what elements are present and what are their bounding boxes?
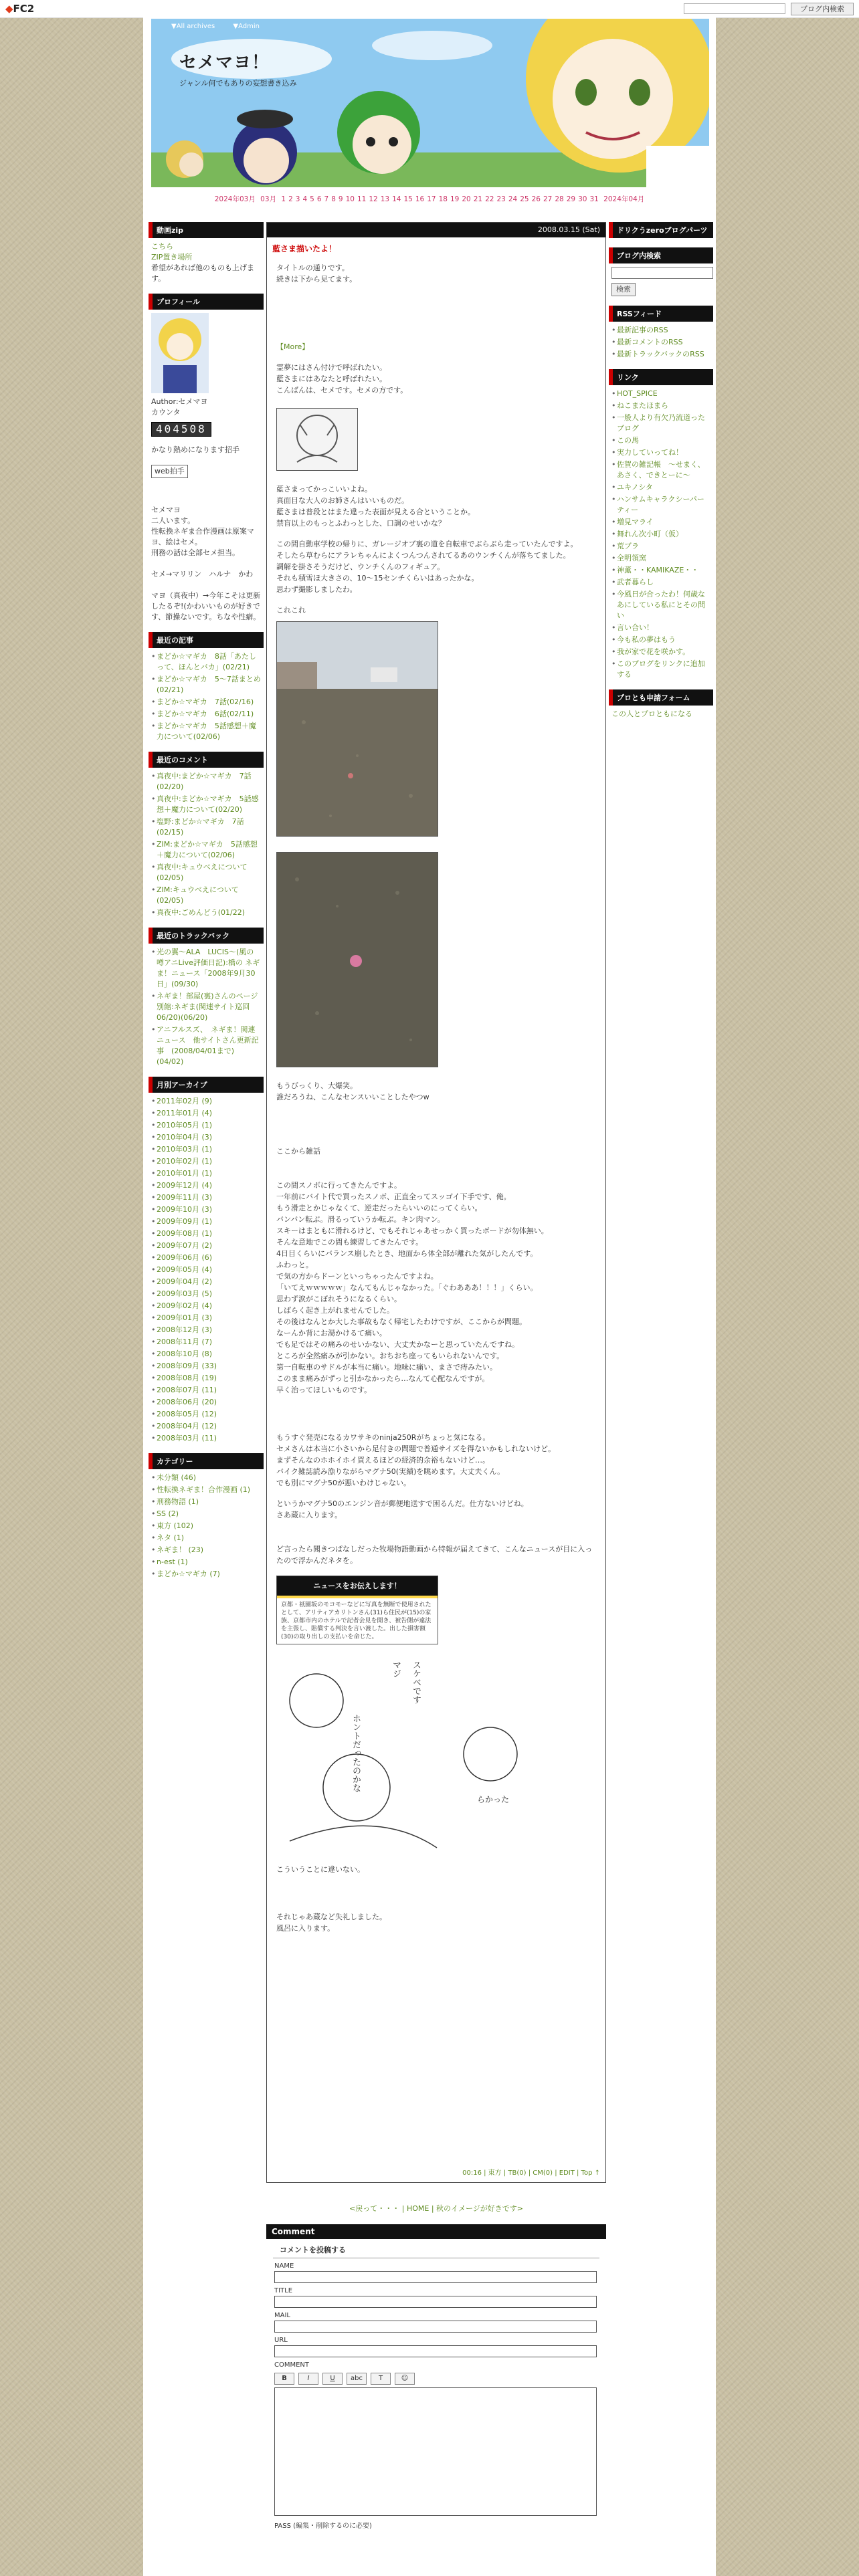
rss-title: RSSフィード: [609, 306, 713, 322]
entry-paragraph: ここから雑話: [276, 1147, 320, 1156]
recent-trackbacks-box: [149, 928, 264, 1067]
recent-trackbacks-title: 最近のトラックバック: [149, 928, 264, 944]
list-item[interactable]: • 東方 (102): [151, 1521, 261, 1531]
calendar-day[interactable]: 3: [295, 195, 300, 203]
list-item[interactable]: • 2009年02月 (4): [151, 1301, 261, 1311]
calendar-day[interactable]: 31: [589, 195, 599, 203]
list-item[interactable]: • ネギま！ (23): [151, 1545, 261, 1555]
entry-paragraph: もうびっくり、大爆笑。 誰だろうね、こんなセンスいいことしたやつw: [276, 1081, 430, 1101]
list-item[interactable]: • まどか☆マギカ 5〜7話まとめ(02/21): [151, 674, 261, 695]
sketch-text: マジ: [391, 1660, 401, 1678]
italic-button[interactable]: I: [298, 2373, 318, 2385]
calendar-day[interactable]: 2: [288, 195, 293, 203]
list-item[interactable]: • 2010年01月 (1): [151, 1168, 261, 1179]
list-item[interactable]: • 2009年06月 (6): [151, 1253, 261, 1263]
mail-label: MAIL: [274, 2312, 290, 2319]
entry-paragraph: この間スノボに行ってきたんですよ。 一年前にバイト代で買ったスノボ、正直全ってスッゴイ下手です、俺。 もう滑走とかじゃなくて、逆走だったらいいのにってくらい。 バンバン転ぶ。滑るっていうか転ぶ。キン肉マン。 スキーはまともに滑れるけど、でもそれじゃあせっかく買ったボードが勿体無い。 そんな意地でこの間も練習してきたんです。 4日目くらいにバランス崩したとき、地面から体全部が離れた気がしたんです。 ふわっと。 で気の方からドーンといっちゃったんですよね。 「いてえｗｗｗｗｗ」なんてもんじゃなかった。「ぐわあああ！！！」くらい。 思わず涙がこぼれそうになるくらい。 しばらく起き上がれませんでした。 その後はなんとか大した事故もなく帰宅したわけですが、ここからが問題。 なーんか背にお湯かけるて痛い。 でも足ではその痛みのせいかない、大丈夫かなーと思っていたんですね。 ところが全然痛みが引かない。おちおち座ってもいられないんです。 第一自転車のサドルが本当に痛い。地味に痛い、まさで痔みたい。 このまま痛みがずっと引かなかったら…なんて心配なんですが。 早く治ってほしいものです。: [276, 1181, 549, 1394]
list-item[interactable]: • このブログをリンクに追加する: [611, 659, 710, 680]
comment-label: COMMENT: [274, 2361, 310, 2369]
blog-parts-box: [609, 222, 713, 238]
underline-button[interactable]: U: [322, 2373, 343, 2385]
list-item[interactable]: • 2011年02月 (9): [151, 1096, 261, 1107]
search-box: [609, 247, 713, 296]
url-label: URL: [274, 2337, 288, 2344]
bio-line: セメ→マリリン ハルナ かわ: [151, 570, 254, 578]
archives-box: [149, 1077, 264, 1444]
admin-link[interactable]: ▼Admin: [233, 23, 260, 30]
bio-line: [151, 558, 261, 569]
blog-parts-title: ドリクうzeroブログパーツ: [609, 222, 713, 238]
calendar-day[interactable]: 8: [331, 195, 336, 203]
calendar-day[interactable]: 30: [578, 195, 587, 203]
calendar-day[interactable]: 28: [555, 195, 564, 203]
list-item[interactable]: • ハンサムキャラクシーパーティー: [611, 494, 710, 516]
list-item[interactable]: • 荒ブラ: [611, 541, 710, 552]
list-item[interactable]: • 我が家で花を咲かす。: [611, 647, 710, 657]
calendar-day[interactable]: 16: [415, 195, 425, 203]
calendar-day[interactable]: 21: [473, 195, 483, 203]
blog-search-button[interactable]: ブログ内検索: [791, 3, 854, 15]
left-sidebar: [149, 222, 264, 1589]
calendar-next-month[interactable]: 2024年04月: [603, 195, 645, 203]
list-item[interactable]: • 塩野:まどか☆マギカ 7話(02/15): [151, 817, 261, 838]
calendar-prev-month[interactable]: 2024年03月: [214, 195, 256, 203]
list-item[interactable]: • ユキノシタ: [611, 482, 710, 493]
more-link[interactable]: 【More】: [276, 342, 310, 351]
links-list: [611, 389, 710, 680]
categories-title: カテゴリー: [149, 1453, 264, 1469]
list-item[interactable]: • 武者暮らし: [611, 577, 710, 588]
sketch-thumbnail[interactable]: [276, 408, 358, 471]
emoji-button[interactable]: ☺: [395, 2373, 415, 2385]
pass-label: PASS (編集・削除するのに必要): [274, 2523, 372, 2530]
calendar-day[interactable]: 7: [324, 195, 329, 203]
rss-box: [609, 306, 713, 360]
news-text: 京都・祇園坂のモコモーなどに写真を無断で使用されたとして、アリティアカリトンさん(31)ら住民が(15)の家族、京都市内のホテルで記者会見を開き、被告側が違法を主張し、賠償する判決を言い渡した。出した損害額(30)の取り出しの支払いを命じた。: [281, 1602, 432, 1640]
list-item[interactable]: • 2010年04月 (3): [151, 1132, 261, 1143]
entry-paragraph: この間自動車学校の帰りに、ガレージオブ裏の道を自転車でぶらぶら走っていたんですよ。 そしたら草むらにアラレちゃんによくつんつんされてるあのウンチくんが落ちてました。 調解を掛さそうだけど、ウンチくんのフィギュア。 それも積雪ほ大きさの、10〜15センチくらいはあったかな。 思わず撮影しましたわ。: [276, 540, 578, 594]
page-navigation[interactable]: <戻って・・・ | HOME | 秋のイメージが好きです>: [349, 2204, 523, 2213]
list-item[interactable]: • まどか☆マギカ 7話(02/16): [151, 697, 261, 708]
photo-caption: これこれ: [276, 606, 306, 615]
calendar-day[interactable]: 10: [345, 195, 355, 203]
list-item[interactable]: • 佐賀の雑記帳 〜せまく、あさく、できとーに〜: [611, 459, 710, 481]
list-item[interactable]: • ZIM:キュウべえについて(02/05): [151, 885, 261, 906]
recent-trackbacks-list: [151, 947, 261, 1067]
calendar-day[interactable]: 18: [438, 195, 448, 203]
list-item[interactable]: • この馬: [611, 435, 710, 446]
calendar-day[interactable]: 19: [450, 195, 460, 203]
fc2-toolbar: [0, 0, 859, 18]
list-item[interactable]: • 2009年12月 (4): [151, 1180, 261, 1191]
profile-counter-label: カウンタ: [151, 408, 181, 417]
list-item[interactable]: • 刑務物語 (1): [151, 1497, 261, 1507]
list-item[interactable]: • 神薫・・KAMIKAZE・・: [611, 565, 710, 576]
photo-field-closeup[interactable]: [276, 852, 438, 1067]
doga-box: [149, 222, 264, 284]
title-label: TITLE: [274, 2287, 293, 2294]
list-item[interactable]: • 2011年01月 (4): [151, 1108, 261, 1119]
profile-avatar: [151, 313, 209, 393]
calendar-days: [280, 195, 599, 203]
list-item[interactable]: • 2008年04月 (12): [151, 1421, 261, 1432]
list-item[interactable]: • 実力していってね！: [611, 447, 710, 458]
entry-paragraph: 霊夢にはさん付けで呼ばれたい。 藍さまにはあなたと呼ばれたい。 こんばんは、セメです。セメの方です。: [276, 363, 408, 395]
list-item[interactable]: • 2008年10月 (8): [151, 1349, 261, 1360]
right-sidebar: [609, 222, 713, 729]
sketch-text: ホントだったのかな: [351, 1714, 361, 1792]
profile-title: プロフィール: [149, 294, 264, 310]
banner-illustration: [151, 19, 709, 187]
categories-list: [151, 1473, 261, 1580]
list-item[interactable]: • 2009年11月 (3): [151, 1192, 261, 1203]
list-item[interactable]: • 2010年05月 (1): [151, 1120, 261, 1131]
list-item[interactable]: • 最新コメントのRSS: [611, 337, 710, 348]
archives-title: 月別アーカイブ: [149, 1077, 264, 1093]
list-item[interactable]: • SS (2): [151, 1509, 261, 1519]
bio-line: 刑務の話は全部セメ担当。: [151, 548, 240, 557]
list-item[interactable]: • 最新記事のRSS: [611, 325, 710, 336]
calendar-day[interactable]: 9: [338, 195, 343, 203]
list-item[interactable]: • 一般人より有欠乃流道ったブログ: [611, 413, 710, 434]
links-title: リンク: [609, 369, 713, 385]
fc2-logo-icon: ◆: [5, 3, 13, 15]
bio-line: マヨ（真夜中）→今年こそは更新したるぞ!(かわいいものが好きです、節操ないです。ちなや性癖。: [151, 591, 261, 621]
calendar-day[interactable]: 1: [281, 195, 286, 203]
recent-comments-title: 最近のコメント: [149, 752, 264, 768]
list-item[interactable]: • 2009年05月 (4): [151, 1265, 261, 1275]
calendar-day[interactable]: 13: [380, 195, 390, 203]
fc2-logo[interactable]: [5, 3, 34, 15]
recent-comments-box: [149, 752, 264, 918]
calendar-bar: [143, 194, 716, 204]
list-item[interactable]: • 増見マライ: [611, 517, 710, 528]
admin-label: Admin: [238, 23, 260, 30]
list-item[interactable]: • 2008年07月 (11): [151, 1385, 261, 1396]
list-item[interactable]: • 2008年08月 (19): [151, 1373, 261, 1384]
list-item[interactable]: • 2009年09月 (1): [151, 1216, 261, 1227]
sidebar-search-button[interactable]: 検索: [611, 283, 636, 296]
url-input[interactable]: [274, 2345, 597, 2357]
recent-posts-list: [151, 651, 261, 742]
bio-line: セメマヨ: [151, 506, 181, 514]
calendar-day[interactable]: 25: [520, 195, 529, 203]
list-item[interactable]: • 真夜中:まどか☆マギカ 5話感想＋魔力について(02/20): [151, 794, 261, 815]
list-item[interactable]: • 2008年12月 (3): [151, 1325, 261, 1335]
calendar-day[interactable]: 6: [316, 195, 322, 203]
list-item[interactable]: • 光の翼〜ALA LUCIS〜(風の噂アニLive評価日記):橋の ネギま！ニュース「2008年9月30日」(09/30): [151, 947, 261, 990]
name-input[interactable]: [274, 2271, 597, 2283]
sketch-drawing[interactable]: [276, 1654, 544, 1854]
proto-box: [609, 689, 713, 720]
mail-input[interactable]: [274, 2321, 597, 2333]
blog-search-input[interactable]: [684, 3, 785, 14]
list-item[interactable]: • まどか☆マギカ (7): [151, 1569, 261, 1580]
header-links: [171, 23, 276, 30]
doga-note: 希望があれば他のものも上げます。: [151, 263, 254, 283]
list-item[interactable]: • 2010年03月 (1): [151, 1144, 261, 1155]
entry-paragraph: 藍さまってかっこいいよね。 真面目な大人のお姉さんはいいものだ。 藍さまは普段とはまた違った表面が見える合ということか。 禁盲以上のもっとふわっとした、口調のせいかな？: [276, 485, 475, 528]
calendar-day[interactable]: 22: [485, 195, 494, 203]
font-size-button[interactable]: T: [371, 2373, 391, 2385]
entry-title[interactable]: 藍さま描いたよ！: [272, 244, 337, 253]
list-item[interactable]: • 2008年03月 (11): [151, 1433, 261, 1444]
recent-posts-box: [149, 632, 264, 742]
list-item[interactable]: • 2008年05月 (12): [151, 1409, 261, 1420]
calendar-day[interactable]: 20: [462, 195, 471, 203]
comment-toolbar: [274, 2373, 598, 2385]
calendar-day[interactable]: 29: [566, 195, 576, 203]
sketch-text: スケベです: [411, 1660, 421, 1704]
comment-textarea[interactable]: [274, 2387, 597, 2516]
proto-title: プロとも申請フォーム: [609, 689, 713, 706]
list-item[interactable]: • 全明領窯: [611, 553, 710, 564]
list-item[interactable]: • まどか☆マギカ 6話(02/11): [151, 709, 261, 720]
list-item[interactable]: • まどか☆マギカ 5話感想＋魔力について(02/06): [151, 721, 261, 742]
list-item[interactable]: • 2008年06月 (20): [151, 1397, 261, 1408]
comment-header: Comment: [266, 2224, 606, 2239]
list-item[interactable]: • 最新トラックバックのRSS: [611, 349, 710, 360]
calendar-day[interactable]: 5: [310, 195, 314, 203]
sidebar-search-input[interactable]: [611, 267, 713, 279]
site-title[interactable]: セメマヨ！: [179, 53, 270, 73]
calendar-day[interactable]: 17: [427, 195, 436, 203]
header-banner: [151, 19, 709, 187]
bio-line: [151, 580, 261, 591]
comment-subheader: コメントを投稿する: [273, 2239, 599, 2258]
all-archives-link[interactable]: ▼All archives: [171, 23, 215, 30]
list-item[interactable]: • 性転換ネギま！合作漫画 (1): [151, 1485, 261, 1495]
entry: [266, 222, 606, 2183]
list-item[interactable]: • 2009年08月 (1): [151, 1228, 261, 1239]
list-item[interactable]: • ネギま！部屋(裏)さんのページ別館:ネギま(関連サイト巡回06/20)(06/20): [151, 991, 261, 1023]
calendar-day[interactable]: 11: [357, 195, 367, 203]
counter-note: かなり熱めになります招手: [151, 445, 240, 454]
list-item[interactable]: • 今も私の夢はもう: [611, 635, 710, 645]
entry-paragraph: こういうことに違いない。: [276, 1865, 365, 1874]
site-description: ジャンル何でもありの妄想書き込み: [179, 79, 297, 88]
doga-zip-link[interactable]: ZIP置き場所: [151, 253, 193, 261]
list-item[interactable]: • ネタ (1): [151, 1533, 261, 1543]
list-item[interactable]: • 2009年07月 (2): [151, 1241, 261, 1251]
sketch-text: らかった: [477, 1795, 510, 1804]
calendar-current-month: 03月: [260, 195, 277, 203]
calendar-day[interactable]: 15: [403, 195, 413, 203]
entry-intro: タイトルの通りです。 続きは下から見てます。: [276, 263, 357, 284]
calendar-day[interactable]: 12: [369, 195, 378, 203]
news-clip: [276, 1576, 438, 1644]
links-box: [609, 369, 713, 680]
profile-bio: [151, 505, 261, 623]
profile-box: [149, 294, 264, 623]
fc2-logo-text: FC2: [13, 3, 35, 15]
calendar-day[interactable]: 27: [543, 195, 553, 203]
archives-list: [151, 1096, 261, 1444]
list-item[interactable]: • ZIM:まどか☆マギカ 5話感想＋魔力について(02/06): [151, 839, 261, 861]
list-item[interactable]: • 未分類 (46): [151, 1473, 261, 1483]
comment-form: [266, 2224, 606, 2576]
list-item[interactable]: • 2008年09月 (33): [151, 1361, 261, 1372]
photo-field-wide[interactable]: [276, 621, 438, 837]
proto-link[interactable]: この人とプロともになる: [611, 710, 692, 718]
all-archives-label: All archives: [176, 23, 215, 30]
bio-line: 性転換ネギま合作漫画は原案マヨ、絵はセメ。: [151, 527, 254, 546]
doga-link[interactable]: こちら: [151, 242, 173, 251]
calendar-day[interactable]: 14: [392, 195, 401, 203]
list-item[interactable]: • 言い合い！: [611, 623, 710, 633]
calendar-day[interactable]: 23: [496, 195, 506, 203]
recent-comments-list: [151, 771, 261, 918]
page-container: [143, 17, 716, 2576]
list-item[interactable]: • 真夜中:まどか☆マギカ 7話(02/20): [151, 771, 261, 792]
list-item[interactable]: • まどか☆マギカ 8話「あたしって、ほんとバカ」(02/21): [151, 651, 261, 673]
list-item[interactable]: • 舞れん次小町（仮）: [611, 529, 710, 540]
entry-footer-links[interactable]: 00:16 | 東方 | TB(0) | CM(0) | EDIT | Top ↑: [462, 2169, 600, 2177]
web-clap-button[interactable]: web拍手: [151, 465, 188, 478]
entry-body: [267, 259, 605, 1946]
entry-paragraph: というかマグナ50のエンジン音が郵便地送すで困るんだ。仕方ないけどね。 さあ蔵に入ります。: [276, 1499, 529, 1519]
bio-line: 二人います。: [151, 516, 195, 525]
list-item[interactable]: • 2010年02月 (1): [151, 1156, 261, 1167]
doga-title: 動画zip: [149, 222, 264, 238]
strike-button[interactable]: abc: [347, 2373, 367, 2385]
list-item[interactable]: • 2008年11月 (7): [151, 1337, 261, 1348]
news-banner: ニュースをお伝えします！: [277, 1576, 438, 1598]
list-item[interactable]: • 2009年03月 (5): [151, 1289, 261, 1299]
list-item[interactable]: • ねこまたほまら: [611, 401, 710, 411]
list-item[interactable]: • 2009年01月 (3): [151, 1313, 261, 1323]
entry-paragraph: それじゃあ蔵など失礼しました。 風呂に入ります。: [276, 1913, 387, 1933]
list-item[interactable]: • 2009年04月 (2): [151, 1277, 261, 1287]
entry-paragraph: ど言ったら聞きつぱなしだった牧場物語動画から特報が届えてきて、こんなニュースが目に入ったので浮かんだネタを。: [276, 1545, 593, 1565]
recent-posts-title: 最近の記事: [149, 632, 264, 648]
entry-paragraph: もうすぐ発売になるカワサキのninja250Rがちょっと気になる。 セメさんは本当に小さいから足付きの問題で普通サイズを得ないかもしれないけど。 まずそんなのホホイホイ買えるほどの経済的余裕もないけど…。 バイク雑誌読み漁りながらマグナ50(実績)を眺めます。大丈夫くん。 でも別にマグナ50が悪いわけじゃない。: [276, 1433, 556, 1487]
categories-box: [149, 1453, 264, 1580]
name-label: NAME: [274, 2262, 294, 2270]
list-item[interactable]: • n-est (1): [151, 1557, 261, 1568]
list-item[interactable]: • 2009年10月 (3): [151, 1204, 261, 1215]
calendar-day[interactable]: 26: [531, 195, 541, 203]
calendar-day[interactable]: 4: [302, 195, 308, 203]
list-item[interactable]: • HOT_SPICE: [611, 389, 710, 399]
rss-list: [611, 325, 710, 360]
list-item[interactable]: • 真夜中:キュウべえについて(02/05): [151, 862, 261, 883]
list-item[interactable]: • 真夜中:ごめんどう(01/22): [151, 907, 261, 918]
title-input[interactable]: [274, 2296, 597, 2308]
entry-date: 2008.03.15 (Sat): [267, 223, 605, 237]
search-title: ブログ内検索: [609, 247, 713, 263]
access-counter: 404508: [151, 422, 211, 437]
list-item[interactable]: • アニフルスズ、 ネギま！関連ニュース 他サイトさん更新記事 (2008/04/01まで) (04/02): [151, 1025, 261, 1067]
calendar-day[interactable]: 24: [508, 195, 518, 203]
bold-button[interactable]: B: [274, 2373, 294, 2385]
profile-author: Author:セメマヨ: [151, 397, 208, 406]
list-item[interactable]: • 今風日が合ったわ！何歳なあにしている私にとその問い: [611, 589, 710, 621]
